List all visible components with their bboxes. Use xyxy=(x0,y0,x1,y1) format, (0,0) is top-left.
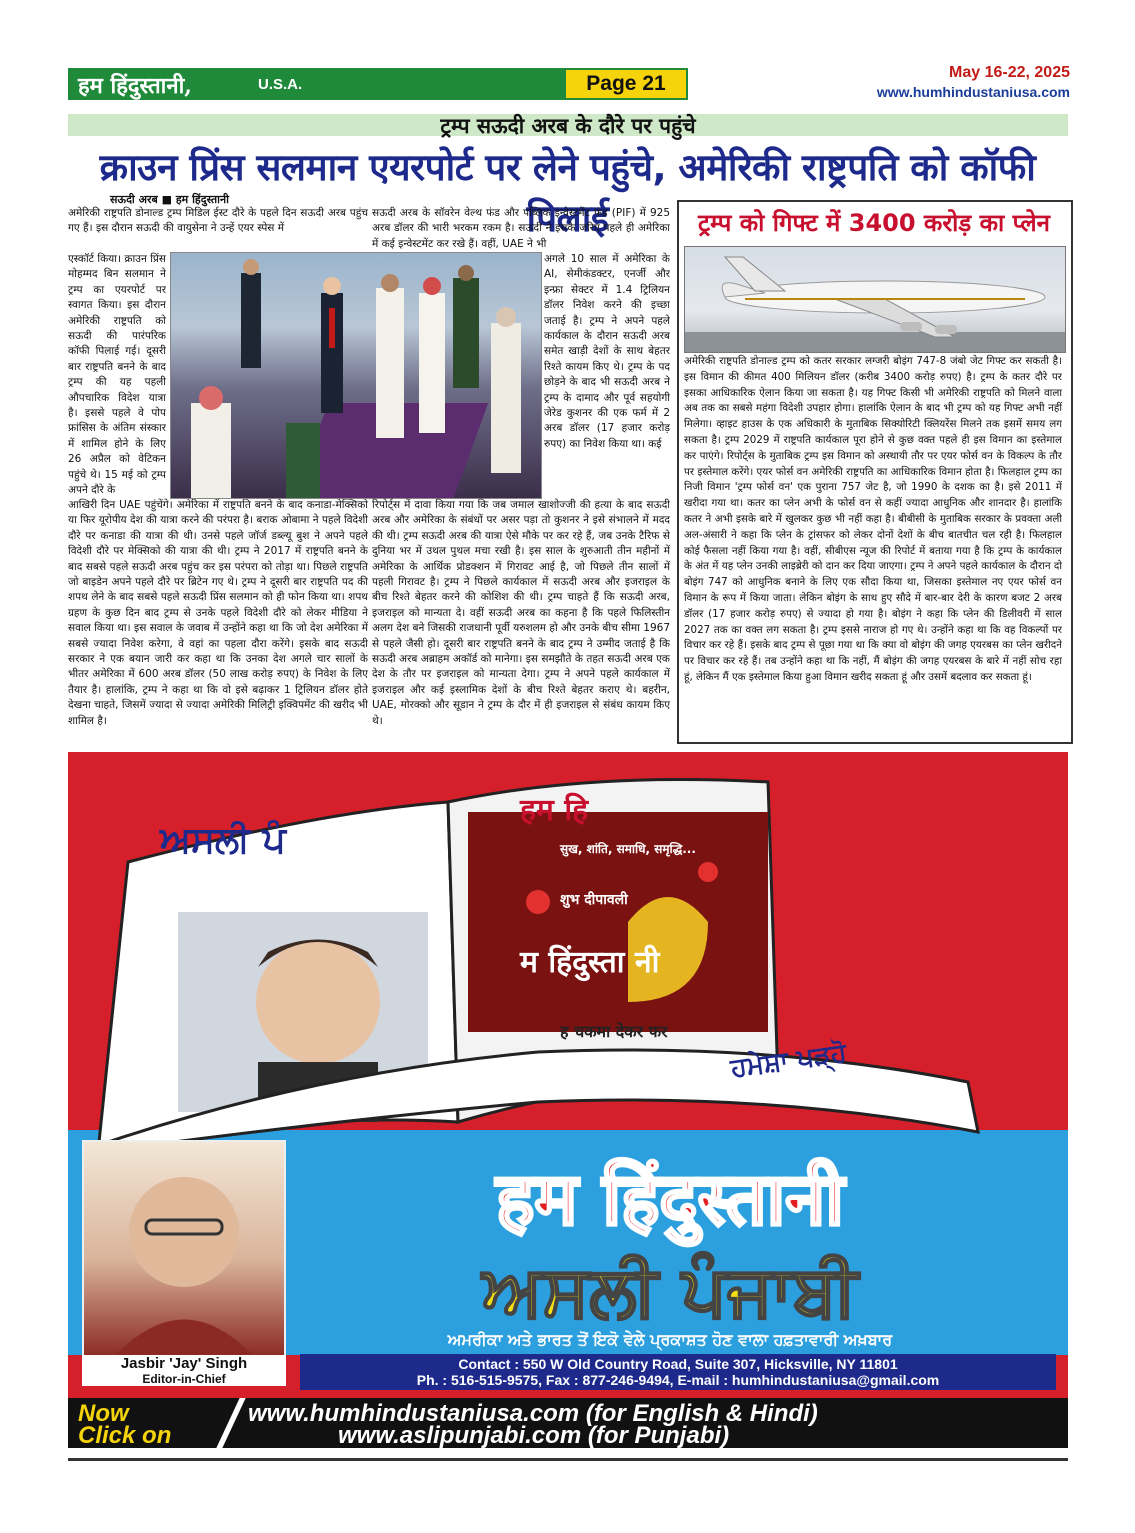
sidebar-photo-plane xyxy=(684,246,1066,353)
ad-book-greeting: सुख, शांति, समाधि, समृद्धि... xyxy=(560,842,696,856)
site-punjabi xyxy=(338,1422,729,1450)
sidebar-body: अमेरिकी राष्ट्रपति डोनाल्ड ट्रम्प को कतर सरकार लग्जरी बोइंग 747-8 जंबो जेट गिफ्ट कर सकती है। इस विमान की कीमत 400 मिलियन डॉलर (करीब 3400 करोड़ रुपए) है। ट्रम्प के कतर दौरे पर इसका आधिकारिक ऐलान किया जा सकता है। यह गिफ्ट किसी भी अमेरिकी राष्ट्रपति को मिलने वाला अब तक का सबसे महंगा विदेशी उपहार होगा। हालांकि ऐलान के बाद भी ट्रम्प को यह गिफ्ट अभी नहीं मिलेगा। व्हाइट हाउस के एक अधिकारी के मुताबिक सिक्योरिटी क्लियरेंस मिलने तक इसमें समय लग सकता है। ट्रम्प 2029 में राष्ट्रपति कार्यकाल पूरा होने से कुछ वक्त पहले ही इस विमान का इस्तेमाल कर पाएंगे। रिपोर्ट्स के मुताबिक ट्रम्प इस विमान को अस्थायी तौर पर एयर फोर्स वन के विकल्प के तौर पर इस्तेमाल करेंगे। एयर फोर्स वन अमेरिकी राष्ट्रपति का आधिकारिक विमान होता है। फिलहाल ट्रम्प का निजी विमान 'ट्रम्प फोर्स वन' एक पुराना 757 जेट है, जो 1990 के दशक का है। इसे 2011 में खरीदा गया था। कतर का प्लेन अभी के फोर्स वन से कहीं ज्यादा आधुनिक और शानदार है। हालांकि कतर ने अभी इसके बारे में खुलकर कुछ भी नहीं कहा है। बीबीसी के मुताबिक सरकार के प्रवक्ता अली अल-अंसारी ने कहा कि प्लेन के ट्रांसफर को लेकर दोनों देशों के बीच बातचीत चल रही है। फिलहाल कोई फैसला नहीं किया गया है। वहीं, सीबीएस न्यूज की रिपोर्ट में बताया गया है कि ट्रम्प के कार्यकाल के अंत में यह प्लेन उनकी लाइब्रेरी को दान कर दिया जाएगा। ट्रम्प ने अपने पहले कार्यकाल के दौरान दो बोइंग 747 को आधुनिक बनाने के लिए एक सौदा किया था, जिसका इस्तेमाल नए एयर फोर्स वन विमान के रूप में किया जाता। लेकिन बोइंग के साथ हुए सौदे में बार-बार देरी के कारण बजट 2 अरब डॉलर (17 हजार करोड़ रुपए) से ज्यादा हो गया है। बोइंग ने कहा कि प्लेन की डिलीवरी में साल 2027 तक का वक्त लग सकता है। ट्रम्प इससे नाराज हो गए थे। उन्होंने कहा था कि वह विकल्पों पर विचार कर रहे हैं। इसके बाद ट्रम्प से पूछा गया था कि क्या वो बोइंग की जगह एयरबस का प्लेन खरीदने पर विचार कर रहे हैं। तब उन्होंने कहा था कि नहीं, मैं बोइंग की जगह एयरबस के बारे में नहीं सोच रहा हूं, लेकिन मैं एक इस्तेमाल किया हुआ विमान खरीद सकता हूं और उसमें बदलाव कर सकता हूं। xyxy=(684,355,1062,683)
article-col2-side: अगले 10 साल में अमेरिका के AI, सेमीकंडक्टर, एनर्जी और इन्फ्रा सेक्टर में 1.4 ट्रिलियन डॉलर निवेश करने की इच्छा जताई है। ट्रम्प ने अपने पहले कार्यकाल के दौरान सऊदी अरब समेत खाड़ी देशों के साथ बेहतर रिश्ते कायम किए थे। ट्रम्प के पद छोड़ने के बाद भी सऊदी अरब ने ट्रम्प के दामाद और पूर्व सहयोगी जेरेड कुशनर की एक फर्म में 2 अरब डॉलर (17 हजार करोड़ रुपए) का निवेश किया था। कई xyxy=(544,253,670,450)
article-col2-top: सऊदी अरब के सॉवरेन वेल्थ फंड और पब्लिक इन्वेस्टमेंट फंड (PIF) में 925 अरब डॉलर की भारी भरकम रकम है। सऊदी ने इसके जरिए पहले ही अमेरिका में कई इन्वेस्टमेंट कर रखे हैं। वहीं, UAE ने भी xyxy=(372,207,670,250)
ad-book-line: ह चकमा देकर फर xyxy=(560,1022,668,1041)
now-label: Now xyxy=(78,1400,129,1427)
contact-address: Contact : 550 W Old Country Road, Suite 307, Hicksville, NY 11801 xyxy=(458,1356,898,1372)
ad-title: हम हिंदुस्तानी xyxy=(496,1156,844,1241)
article-photo-arrival xyxy=(170,252,542,499)
editor-title: Editor-in-Chief xyxy=(142,1372,226,1386)
contact-box xyxy=(300,1354,1056,1390)
page-bottom-rule xyxy=(68,1458,1068,1461)
now-click-bar xyxy=(68,1398,1068,1448)
sidebar-title: ट्रम्प को गिफ्ट में 3400 करोड़ का प्लेन xyxy=(697,209,1050,237)
site-english-link[interactable]: www.humhindustaniusa.com xyxy=(248,1400,580,1427)
site-english-note: (for English & Hindi) xyxy=(585,1400,818,1427)
article-col1-bottom: आखिरी दिन UAE पहुंचेंगे। अमेरिका में राष्ट्रपति बनने के बाद कनाडा-मेक्सिको या फिर यूरोपीय देश की यात्रा करने की परंपरा है। बराक ओबामा ने पहले विदेशी दौरे पर कनाडा की यात्रा की थी। उनसे पहले जॉर्ज डब्ल्यू बुश ने अपने पहले विदेशी दौरे पर मेक्सिको की यात्रा की थी। ट्रम्प ने 2017 में राष्ट्रपति बनने के बाद सबसे पहले सऊदी अरब पहुंच कर इस परंपरा को तोड़ा था। पिछले राष्ट्रपति जो बाइडेन अपने पहले दौरे पर ब्रिटेन गए थे। ट्रम्प ने दूसरी बार राष्ट्रपति पद की शपथ लेने के बाद सबसे पहले सऊदी प्रिंस सलमान को ही फोन किया था। शपथ ग्रहण के कुछ दिन बाद ट्रम्प से उनके पहले विदेशी दौरे को लेकर मीडिया ने सवाल किया था। इस सवाल के जवाब में उन्होंने कहा था कि जो देश अमेरिका में सबसे ज्यादा निवेश करेगा, वे वहां का पहला दौरा करेंगे। इसके बाद सऊदी सरकार ने एक बयान जारी कर कहा था कि उनका देश अगले चार सालों के भीतर अमेरिका में 600 अरब डॉलर (50 लाख करोड़ रुपए) के निवेश के लिए तैयार है। हालांकि, ट्रम्प ने कहा था कि वो इसे बढ़ाकर 1 ट्रिलियन डॉलर होते देखना चाहते, जिसमें ज्यादा से ज्यादा अमेरिकी मिलिट्री इक्विपमेंट की खरीद भी शामिल है। xyxy=(68,499,368,727)
ad-book-brand: म हिंदुस्ता नी xyxy=(520,945,660,980)
article-dateline: सऊदी अरब ■ हम हिंदुस्तानी xyxy=(110,193,229,206)
masthead-brand: हम हिंदुस्तानी, xyxy=(78,73,192,99)
page-number: Page 21 xyxy=(566,70,686,98)
article-kicker: ट्रम्प सऊदी अरब के दौरे पर पहुंचे xyxy=(440,113,696,138)
ad-book-right-title: हम हि xyxy=(520,793,589,828)
ad-read-always: ਹਮੇਸ਼ਾ ਪੜ੍ਹੋ xyxy=(728,1037,849,1084)
ad-book-diwali: शुभ दीपावली xyxy=(560,892,628,908)
header-website-link[interactable]: www.humhindustaniusa.com xyxy=(876,84,1070,100)
ad-subtitle: ਅਸਲੀ ਪੰਜਾਬੀ xyxy=(482,1250,858,1332)
plane-icon xyxy=(685,247,1065,352)
site-punjabi-link[interactable]: www.aslipunjabi.com xyxy=(338,1422,582,1449)
editor-name: Jasbir 'Jay' Singh xyxy=(120,1355,248,1372)
article-col1-side: एस्कॉर्ट किया। क्राउन प्रिंस मोहम्मद बिन सलमान ने ट्रम्प का एयरपोर्ट पर स्वागत किया। इस दौरान अमेरिकी राष्ट्रपति को सऊदी की पारंपरिक कॉफी पिलाई गई। दूसरी बार राष्ट्रपति बनने के बाद ट्रम्प की यह पहली औपचारिक विदेश यात्रा है। इससे पहले वे पोप फ्रांसिस के अंतिम संस्कार में शामिल होने के लिए 26 अप्रैल को वेटिकन पहुंचे थे। 15 मई को ट्रम्प अपने दौरे के xyxy=(68,253,166,497)
editor-photo xyxy=(82,1140,286,1359)
site-punjabi-note: (for Punjabi) xyxy=(587,1422,730,1449)
contact-phone: Ph. : 516-515-9575, Fax : 877-246-9494, E-mail : humhindustaniusa@gmail.com xyxy=(416,1372,940,1388)
ad-book-left-title: ਅਸਲੀ ਪੰ xyxy=(160,820,286,861)
article-col2-bottom: रिपोर्ट्स में दावा किया गया कि जब जमाल खाशोज्जी की हत्या के बाद सऊदी अरब और अमेरिका के संबंधों पर असर पड़ा तो कुशनर ने इसे संभालने में मदद की थी। ट्रम्प सऊदी अरब की यात्रा ऐसे मौके पर कर रहे हैं, जब उनके टैरिफ से दुनिया भर में उथल पुथल मचा रखी है। इस साल के शुरुआती तीन महीनों में अमेरिका के आर्थिक प्रोडक्शन में गिरावट आई है, जो पिछले तीन सालों में पहली गिरावट है। ट्रम्प ने पिछले कार्यकाल में सऊदी अरब और इजराइल के बीच रिश्ते बेहतर करने की कोशिश की थी। ट्रम्प चाहते हैं कि सऊदी अरब, इजराइल को मान्यता दे। वहीं सऊदी अरब का कहना है कि पहले फिलिस्तीन अलग देश बने जिसकी राजधानी पूर्वी यरुशलम हो और उनके बीच सीमा 1967 से पहले जैसी हो। दूसरी बार राष्ट्रपति बनने के बाद ट्रम्प ने उम्मीद जताई है कि सऊदी अरब अब्राहम अकॉर्ड को मानेगा। इस समझौते के तहत सऊदी अरब एक देश के तौर पर इजराइल को मान्यता देगा। ट्रम्प ने अपने पहले कार्यकाल में इजराइल और कई इस्लामिक देशों के बीच रिश्ते बेहतर कराए थे। बहरीन, UAE, मोरक्को और सूडान ने ट्रम्प के दौर में ही इजराइल से संबंध कायम किए थे। xyxy=(372,499,670,727)
article-col1-top: अमेरिकी राष्ट्रपति डोनाल्ड ट्रम्प मिडिल ईस्ट दौरे के पहले दिन सऊदी अरब पहुंच गए हैं। इस दौरान सऊदी की वायुसेना ने उन्हें एयर स्पेस में xyxy=(68,207,368,235)
divider-slash xyxy=(216,1398,245,1448)
masthead-brand-suffix: U.S.A. xyxy=(258,76,303,93)
article-headline: क्राउन प्रिंस सलमान एयरपोर्ट पर लेने पहुंचे, अमेरिकी राष्ट्रपति को कॉफी पिलाई xyxy=(99,146,1036,240)
click-on-label: Click on xyxy=(78,1422,172,1449)
ad-tagline: ਅਮਰੀਕਾ ਅਤੇ ਭਾਰਤ ਤੋਂ ਇਕੋ ਵੇਲੇ ਪ੍ਰਕਾਸ਼ਤ ਹੋਣ ਵਾਲਾ ਹਫ਼ਤਾਵਾਰੀ ਅਖ਼ਬਾਰ xyxy=(447,1330,893,1349)
editor-avatar-icon xyxy=(84,1142,284,1357)
photo-figures xyxy=(171,253,541,498)
editor-label xyxy=(82,1355,286,1386)
issue-date: May 16-22, 2025 xyxy=(949,64,1070,81)
